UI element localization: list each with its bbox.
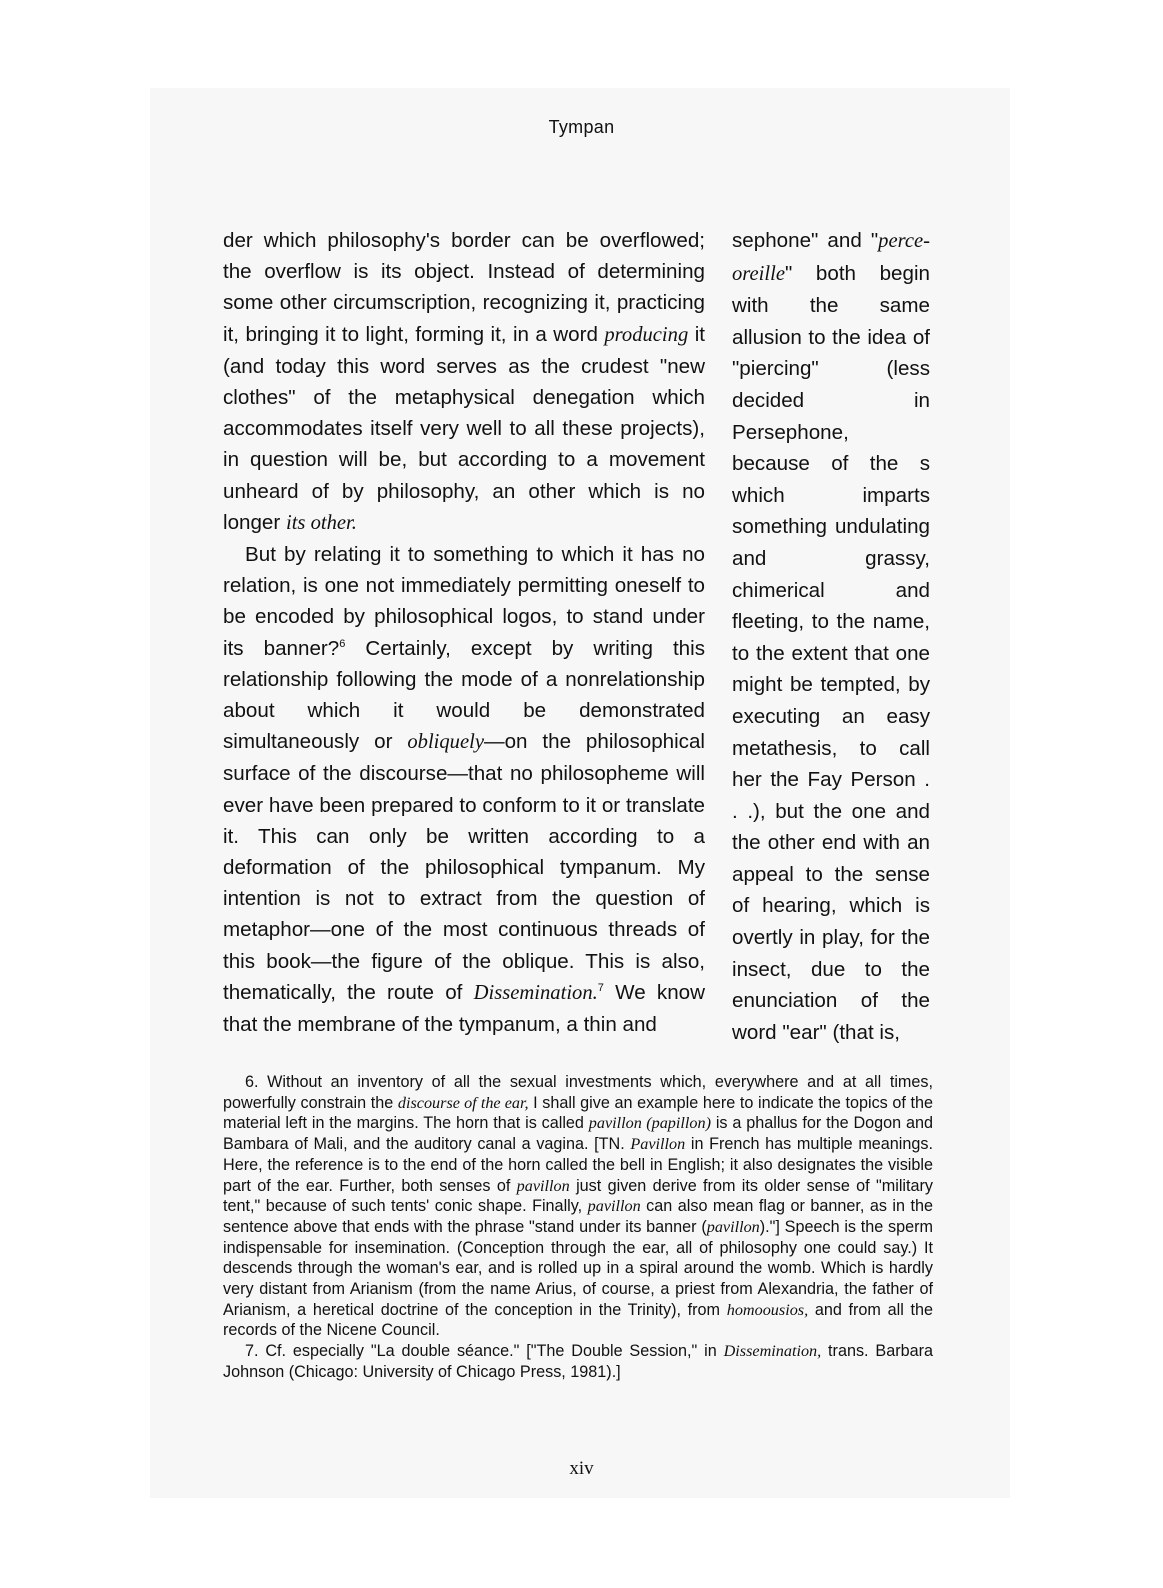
italic-run: homoousios, [726, 1300, 809, 1319]
italic-run: Dissemination, [723, 1342, 822, 1361]
footnote-ref-7[interactable]: 7 [597, 982, 604, 995]
side-paragraph [732, 225, 930, 1048]
text-run: trans. Barbara Johnson (Chicago: University of Chicago Press, 1981).] [223, 1342, 933, 1381]
running-head: Tympan [548, 117, 615, 137]
text-run: sephone" and " [732, 229, 879, 252]
italic-run: Dissemination. [473, 981, 598, 1004]
text-run: just given derive from its older sense of "military tent," because of such tents' conic shape. Finally, [223, 1176, 933, 1216]
main-column [223, 225, 705, 1040]
side-column [732, 225, 930, 1048]
main-paragraph-1 [223, 225, 705, 539]
italic-run: pavillon [587, 1197, 641, 1216]
text-run: 6. Without an inventory of all the sexual investments which, everywhere and at all times, powerfully constrain the [223, 1073, 933, 1112]
italic-run: pavillon [706, 1217, 760, 1236]
italic-run: obliquely [407, 731, 484, 754]
italic-run: pavillon [516, 1176, 570, 1195]
text-run: it (and today this word serves as the crudest "new clothes" of the metaphysical denegation which accommodates itself very well to all these projects), in question will be, but according to a movement unheard of by philosophy, an other which is no longer [223, 322, 705, 534]
italic-run: Pavillon [630, 1135, 686, 1154]
italic-run: its other. [285, 511, 357, 534]
text-run: 7. Cf. especially "La double séance." ["The Double Session," in [245, 1342, 724, 1361]
italic-run: producing [604, 323, 689, 346]
text-run: I shall give an example here to indicate the topics of the material left in the margins. The horn that is called [223, 1093, 933, 1133]
text-run: in French has multiple meanings. Here, the reference is to the end of the horn called the bell in English; it also designates the visible part of the ear. Further, both senses of [223, 1135, 933, 1195]
text-run: is a phallus for the Dogon and Bambara of Mali, and the auditory canal a vagina. [TN. [223, 1114, 933, 1154]
text-run: Certainly, except by writing this relationship following the mode of a nonrelationship about which it would be demonstrated simultaneously or [223, 636, 705, 754]
text-run: We know that the membrane of the tympanum, a thin and [223, 980, 705, 1037]
italic-run: pavillon (papillon) [588, 1114, 711, 1133]
text-run: der which philosophy's border can be overflowed; the overflow is its object. Instead of determining some other circumscription, recognizing it, practicing it, bringing it to light, forming it, in a word [223, 229, 705, 346]
footnote-6 [223, 1072, 933, 1341]
main-paragraph-2 [223, 539, 705, 1040]
footnote-ref-6[interactable]: 6 [339, 637, 346, 650]
text-run: But by relating it to something to which it has no relation, is one not immediately permitting oneself to be encoded by philosophical logos, to stand under its banner? [223, 543, 705, 660]
text-run: )."] Speech is the sperm indispensable for insemination. (Conception through the ear, all of philosophy one could say.) It descends through the woman's ear, and is rolled up in a spiral around the womb. Which is hardly very distant from Arianism (from the name Arius, of course, a priest from Alexandria, the father of Arianism, a heretical doctrine of the conception in the Trinity), from [223, 1217, 933, 1319]
text-run: " both begin with the same allusion to the idea of "piercing" (less decided in Persephone, because of the s which imparts something undulating and grassy, chimerical and fleeting, to the name, to the extent that one might be tempted, by executing an easy metathesis, to call her the Fay Person . . .), but the one and the other end with an appeal to the sense of hearing, which is overtly in play, for the insect, due to the enunciation of the word "ear" (that is, [732, 261, 930, 1044]
italic-run: perce-oreille [732, 230, 930, 285]
text-run: and from all the records of the Nicene Council. [223, 1300, 934, 1340]
page-number: xiv [569, 1458, 594, 1479]
footnotes [223, 1072, 933, 1383]
text-run: —on the philosophical surface of the discourse—that no philosopheme will ever have been prepared to conform to it or translate it. This can only be written according to a deformation of the philosophical tympanum. My intention is not to extract from the question of metaphor—one of the most continuous threads of this book—the figure of the oblique. This is also, thematically, the route of [223, 730, 705, 1004]
text-run: can also mean flag or banner, as in the sentence above that ends with the phrase "stand under its banner ( [223, 1197, 933, 1236]
italic-run: discourse of the ear, [397, 1093, 529, 1112]
footnote-7 [223, 1341, 933, 1382]
